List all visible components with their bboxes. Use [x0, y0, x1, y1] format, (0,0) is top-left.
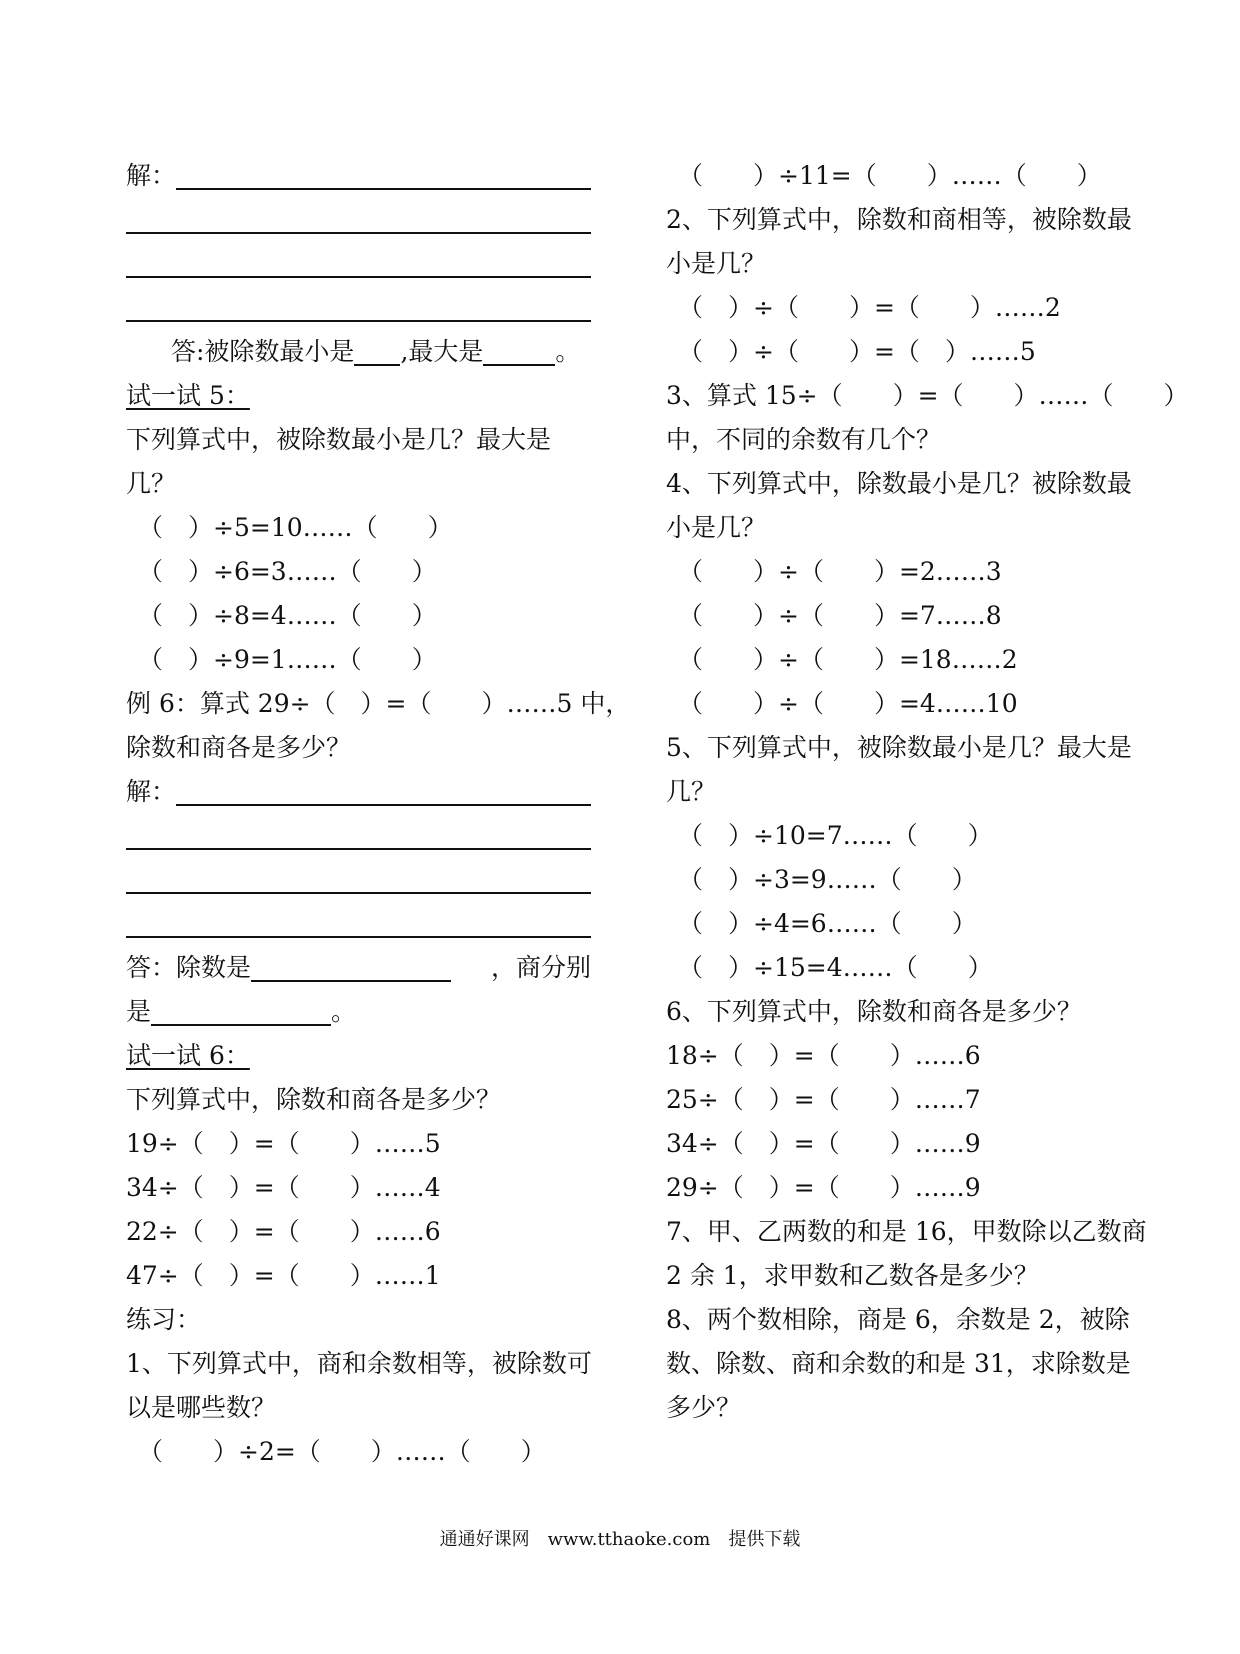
question-text: 小是几？: [666, 249, 767, 278]
equation-item: 29÷（ ）=（ ）……9: [666, 1173, 981, 1202]
equation-item: 22÷（ ）=（ ）……6: [126, 1217, 441, 1246]
equation-item: （ ）÷10=7……（ ）: [678, 821, 993, 850]
answer-sentence-2: [126, 946, 591, 990]
answer-sentence-1: [126, 330, 591, 374]
equation-item: （ ）÷11=（ ）……（ ）: [678, 161, 1102, 190]
question-text: 1、下列算式中，商和余数相等，被除数可: [126, 1349, 592, 1378]
question-text: 5、下列算式中，被除数最小是几？最大是: [666, 733, 1132, 762]
equation-item: （ ）÷6=3……（ ）: [138, 557, 437, 586]
solution-line-2: [126, 814, 591, 858]
answer-text: 。: [555, 337, 581, 366]
answer-blank-line[interactable]: [176, 804, 591, 806]
question-text: 6、下列算式中，除数和商各是多少？: [666, 997, 1082, 1026]
fill-blank-min[interactable]: [354, 338, 400, 366]
question-text: 下列算式中，被除数最小是几？最大是: [126, 425, 552, 454]
solution-line-4: [126, 286, 591, 330]
equation-item: （ ）÷8=4……（ ）: [138, 601, 437, 630]
heading-text: 试一试 6：: [126, 1041, 250, 1070]
answer-blank-line[interactable]: [126, 892, 591, 894]
answer-blank-line[interactable]: [126, 320, 591, 322]
heading-text: 试一试 5：: [126, 381, 250, 410]
answer-blank-line[interactable]: [126, 848, 591, 850]
equation-item: （ ）÷15=4……（ ）: [678, 953, 993, 982]
answer-text: 答:被除数最小是: [171, 337, 355, 366]
example-text: 除数和商各是多少？: [126, 733, 352, 762]
equation-item: （ ）÷5=10……（ ）: [138, 513, 453, 542]
question-text: 以是哪些数？: [126, 1393, 277, 1422]
solution-line-3: [126, 858, 591, 902]
question-text: 下列算式中，除数和商各是多少？: [126, 1085, 502, 1114]
equation-item: （ ）÷（ ）=18……2: [678, 645, 1018, 674]
question-text: 2、下列算式中，除数和商相等，被除数最: [666, 205, 1132, 234]
equation-item: 18÷（ ）=（ ）……6: [666, 1041, 981, 1070]
fill-blank-quotient[interactable]: [151, 998, 331, 1026]
equation-item: （ ）÷（ ）=7……8: [678, 601, 1002, 630]
section-heading-try5: [126, 374, 591, 418]
answer-blank-line[interactable]: [126, 232, 591, 234]
equation-item: 34÷（ ）=（ ）……4: [126, 1173, 441, 1202]
equation-item: （ ）÷2=（ ）……（ ）: [138, 1437, 546, 1466]
equation-item: （ ）÷（ ）=（ ）……2: [678, 293, 1061, 322]
solution-line-2: [126, 198, 591, 242]
equation-item: （ ）÷（ ）=（ ）……5: [678, 337, 1036, 366]
page-footer: 通通好课网 www.tthaoke.com 提供下载: [439, 1529, 801, 1550]
question-text: 3、算式 15÷（ ）=（ ）……（ ）: [666, 381, 1189, 410]
solution-line-1: [126, 154, 591, 198]
question-text: 7、甲、乙两数的和是 16，甲数除以乙数商: [666, 1217, 1147, 1246]
answer-text: 是: [126, 997, 152, 1026]
answer-blank-line[interactable]: [176, 188, 591, 190]
answer-text: 。: [331, 997, 357, 1026]
solution-label: 解：: [126, 777, 177, 806]
answer-blank-line[interactable]: [126, 936, 591, 938]
question-text: 8、两个数相除，商是 6，余数是 2，被除: [666, 1305, 1130, 1334]
equation-item: 47÷（ ）=（ ）……1: [126, 1261, 441, 1290]
answer-text: 答：除数是: [126, 953, 252, 982]
equation-item: （ ）÷3=9……（ ）: [678, 865, 977, 894]
equation-item: 19÷（ ）=（ ）……5: [126, 1129, 441, 1158]
solution-line-3: [126, 242, 591, 286]
question-text: 2 余 1，求甲数和乙数各是多少？: [666, 1261, 1039, 1290]
question-text: 中，不同的余数有几个？: [666, 425, 942, 454]
equation-item: 25÷（ ）=（ ）……7: [666, 1085, 981, 1114]
question-text: 小是几？: [666, 513, 767, 542]
answer-sentence-2-cont: [126, 990, 591, 1034]
left-column: [126, 154, 631, 1474]
equation-item: （ ）÷（ ）=4……10: [678, 689, 1018, 718]
question-text: 4、下列算式中，除数最小是几？被除数最: [666, 469, 1132, 498]
equation-item: （ ）÷4=6……（ ）: [678, 909, 977, 938]
right-column: [666, 154, 1189, 1430]
answer-blank-line[interactable]: [126, 276, 591, 278]
example-text: 例 6：算式 29÷（ ）=（ ）……5 中，: [126, 689, 631, 718]
section-heading-try6: [126, 1034, 591, 1078]
fill-blank-max[interactable]: [483, 338, 555, 366]
question-text: 多少？: [666, 1393, 742, 1422]
equation-item: （ ）÷（ ）=2……3: [678, 557, 1002, 586]
question-text: 数、除数、商和余数的和是 31，求除数是: [666, 1349, 1131, 1378]
solution-label: 解：: [126, 161, 177, 190]
equation-item: （ ）÷9=1……（ ）: [138, 645, 437, 674]
question-text: 几？: [666, 777, 717, 806]
practice-heading: 练习：: [126, 1305, 202, 1334]
answer-text: ，商分别: [490, 953, 591, 982]
solution-line-1: [126, 770, 591, 814]
solution-line-4: [126, 902, 591, 946]
question-text: 几？: [126, 469, 177, 498]
answer-text: ,最大是: [400, 337, 484, 366]
fill-blank-divisor[interactable]: [251, 954, 451, 982]
equation-item: 34÷（ ）=（ ）……9: [666, 1129, 981, 1158]
